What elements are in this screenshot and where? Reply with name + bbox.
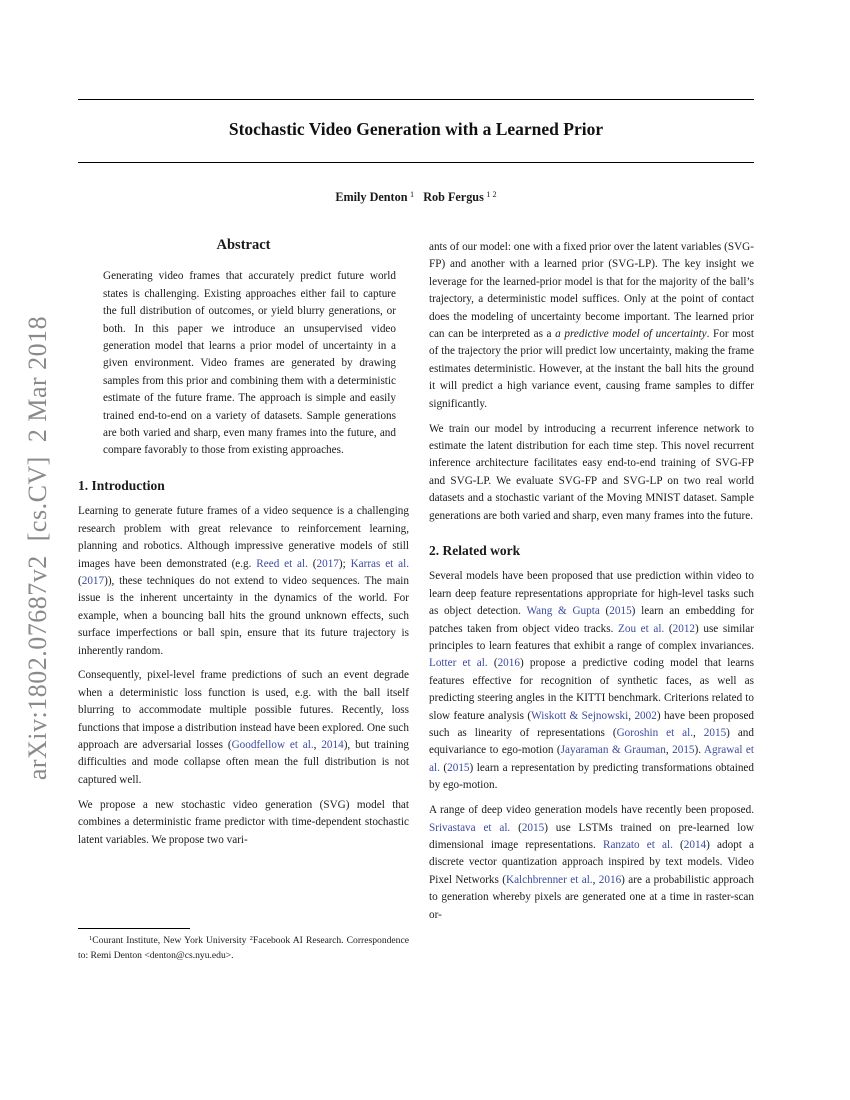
- text-run: ) learn an embedding for patches taken from object video tracks.: [429, 605, 754, 635]
- abstract-text: [103, 268, 396, 459]
- citation-link[interactable]: Wang & Gupta: [526, 605, 600, 618]
- text-run: ).: [694, 744, 704, 757]
- text-run: )), these techniques do not extend to video sequences. The main issue is the inherent uncertainty in the dynamics of the world. For example, when a bouncing ball hits the ground unknown effects, such surface imperfections or ball spin, ensure that its future trajectory is inherently random.: [78, 574, 409, 657]
- text-run: Several models have been proposed that use prediction within video to learn deep feature representations appropriate for high-level tasks such as object detection.: [429, 570, 754, 618]
- text-run: ants of our model: one with a fixed prior over the latent variables (SVG-FP) and another with a learned prior (SVG-LP). The key insight we leverage for the learned-prior model is that for the majority of the ball’s trajectory, a deterministic model suffices. Only at the point of contact does the modeling of uncertainty become important. The learned prior can can be interpreted as a: [429, 241, 754, 341]
- text-run: A range of deep video generation models have recently been proposed.: [429, 804, 754, 817]
- text-run: Generating video frames that accurately predict future world states is challenging. Existing approaches either fail to capture the full distribution of outcomes, or yield blurry generations, or both. In this paper we introduce an unsupervised video generation model that learns a prior model of uncertainty in a given environment. Video frames are generated by drawing samples from this prior and combining them with a deterministic estimate of the future frame. The approach is simple and easily trained end-to-end on a variety of datasets. Sample generations are both varied and sharp, even many frames into the future, and compare favorably to those from existing approaches.: [103, 270, 396, 457]
- superscript: 1 2: [486, 190, 497, 200]
- citation-link[interactable]: 2014: [321, 739, 344, 752]
- paragraph-related-1: [429, 568, 754, 794]
- citation-link[interactable]: Kalchbrenner et al.: [506, 873, 593, 886]
- citation-link[interactable]: Wiskott & Sejnowski: [531, 709, 629, 722]
- citation-link[interactable]: Lotter et al.: [429, 657, 488, 670]
- text-run: ,: [693, 727, 704, 740]
- paragraph-intro-2: [78, 667, 409, 789]
- text-run: ), but training difficulties and mode collapse often mean the full distribution is not captured well.: [78, 739, 410, 786]
- text-run: ) learn a representation by predicting transformations obtained by ego-motion.: [429, 761, 754, 792]
- citation-link[interactable]: Ranzato et al.: [602, 839, 673, 851]
- text-run: (: [439, 761, 448, 774]
- citation-link[interactable]: Agrawal et al.: [429, 744, 754, 774]
- section-heading-introduction: 1. Introduction: [78, 477, 165, 493]
- footnote-rule: [78, 928, 190, 929]
- paper-title: Stochastic Video Generation with a Learned Prior: [228, 119, 604, 139]
- citation-link[interactable]: 2015: [672, 744, 695, 757]
- citation-link[interactable]: Reed et al.: [256, 557, 308, 570]
- citation-link[interactable]: Srivastava et al.: [429, 821, 511, 834]
- author-line: [78, 190, 754, 205]
- left-column: [78, 232, 409, 857]
- text-run: ) use LSTMs trained on pre-learned low dimensional image representations.: [429, 821, 755, 851]
- text-run: ) are a probabilistic approach to generation whereby pixels are generated one at a time in raster-scan or-: [429, 873, 754, 921]
- emphasis-text: a predictive model of uncertainty: [555, 328, 707, 341]
- citation-link[interactable]: 2017: [316, 557, 339, 570]
- paragraph-model-variants: [429, 239, 754, 413]
- citation-link[interactable]: 2014: [683, 839, 707, 851]
- footnote-text: [78, 934, 409, 962]
- text-run: (: [78, 574, 82, 587]
- text-run: (: [664, 622, 673, 635]
- citation-link[interactable]: 2016: [598, 873, 622, 886]
- header-rule-bottom: [78, 162, 754, 163]
- text-run: (: [510, 821, 522, 834]
- citation-link[interactable]: 2015: [703, 727, 727, 740]
- citation-link[interactable]: 2015: [609, 605, 632, 618]
- citation-link[interactable]: 2016: [497, 657, 520, 670]
- citation-link[interactable]: Zou et al.: [618, 622, 665, 635]
- text-run: (: [487, 657, 498, 670]
- text-run: Facebook AI Research. Correspondence to: Remi Denton <denton@cs.nyu.edu>.: [78, 935, 409, 961]
- superscript: 1: [409, 190, 415, 200]
- citation-link[interactable]: Goroshin et al.: [616, 727, 694, 740]
- text-run: ) have been proposed such as linearity of representations (: [429, 709, 754, 740]
- citation-link[interactable]: 2017: [81, 574, 105, 587]
- citation-link[interactable]: 2002: [634, 709, 657, 722]
- text-run: We train our model by introducing a recurrent inference network to estimate the latent distribution for each time step. This novel recurrent inference architecture facilitates easy end-to-end training of SVG-FP and SVG-LP. We evaluate SVG-FP and SVG-LP on two real world datasets and a stochastic variant of the Moving MNIST dataset. Sample generations are both varied and sharp, even many frames into the future.: [429, 422, 754, 522]
- text-run: ) and equivariance to ego-motion (: [429, 727, 754, 757]
- text-run: (: [672, 839, 684, 851]
- text-run: (: [599, 605, 610, 618]
- citation-link[interactable]: Jayaraman & Grauman: [560, 744, 666, 757]
- abstract-heading: Abstract: [216, 237, 271, 253]
- text-run: . For most of the trajectory the prior will predict low uncertainty, making the frame estimates deterministic. However, at the instant the ball hits the ground it will predict a high variance event, causing frame samples to differ significantly.: [429, 328, 754, 410]
- text-run: ,: [665, 744, 673, 757]
- paragraph-intro-1: [78, 503, 409, 660]
- header-rule-top: [78, 99, 754, 100]
- footnote: [78, 928, 409, 962]
- text-run: Courant Institute, New York University: [92, 935, 250, 946]
- paragraph-training: [429, 421, 754, 525]
- right-column: [429, 232, 754, 932]
- citation-link[interactable]: Goodfellow et al.: [231, 739, 314, 752]
- text-run: (: [307, 557, 317, 570]
- paragraph-intro-3: [78, 797, 409, 849]
- superscript: 1: [89, 935, 93, 943]
- citation-link[interactable]: 2015: [521, 821, 545, 834]
- citation-link[interactable]: 2012: [672, 622, 695, 635]
- superscript: 2: [249, 935, 253, 943]
- text-run: Rob Fergus: [414, 190, 487, 204]
- text-run: ) adopt a discrete vector quantization approach inspired by text models. Video Pixel Networks (: [429, 839, 754, 886]
- text-run: We propose a new stochastic video generation (SVG) model that combines a deterministic frame predictor with time-dependent stochastic latent variables. We propose two vari-: [78, 798, 409, 846]
- text-run: ) use similar principles to learn features that exhibit a range of complex invariances.: [429, 622, 754, 653]
- text-run: Learning to generate future frames of a video sequence is a challenging research problem with great relevance to reinforcement learning, planning and robotics. Although impressive generative models of still images have been demonstrated (e.g.: [78, 505, 409, 570]
- citation-link[interactable]: Karras et al.: [350, 557, 410, 570]
- text-run: ) propose a predictive coding model that learns features effective for recognition of synthetic faces, as well as predicting steering angles in the KITTI benchmark. Criterions related to slow feature analysis (: [429, 657, 754, 722]
- text-run: ,: [313, 739, 322, 752]
- text-run: Emily Denton: [335, 190, 410, 204]
- arxiv-watermark: arXiv:1802.07687v2 [cs.CV] 2 Mar 2018: [23, 315, 52, 781]
- paragraph-related-2: [429, 802, 754, 924]
- text-run: );: [338, 557, 351, 570]
- citation-link[interactable]: 2015: [447, 761, 470, 774]
- text-run: ,: [628, 709, 635, 722]
- section-heading-related-work: 2. Related work: [429, 543, 521, 558]
- text-run: Consequently, pixel-level frame predictions of such an event degrade when a deterministic loss function is used, e.g. with the ball itself blurring to accommodate multiple possible futures. Recently, loss functions that impose a distribution instead have been explored. One such approach are adversarial losses (: [78, 669, 409, 752]
- text-run: ,: [592, 873, 599, 886]
